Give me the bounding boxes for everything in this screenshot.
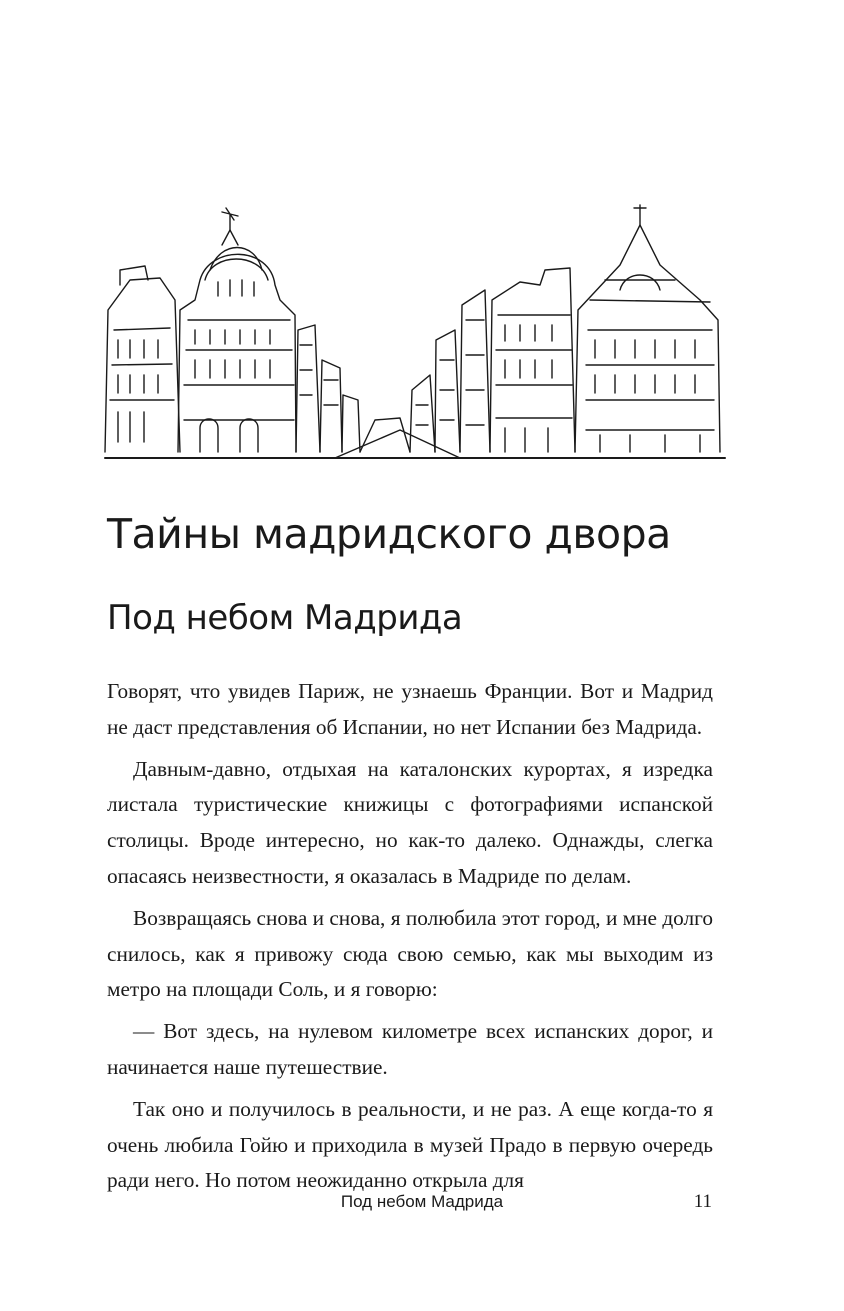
madrid-street-illustration bbox=[100, 190, 730, 470]
page-number: 11 bbox=[693, 1191, 712, 1212]
section-title: Под небом Мадрида bbox=[107, 598, 463, 638]
paragraph: Говорят, что увидев Париж, не узнаешь Франции. Вот и Мадрид не даст представления об Испании, но нет Испании без Мадрида. bbox=[107, 679, 713, 739]
paragraph: Давным-давно, отдыхая на каталонских курортах, я изредка листала туристические книжицы с фотографиями испанской столицы. Вроде интересно, но как-то далеко. Однажды, слегка опасаясь неизвестности, я оказалась в Мадриде по делам. bbox=[107, 756, 713, 888]
chapter-title: Тайны мадридского двора bbox=[107, 510, 671, 558]
body-text bbox=[107, 674, 713, 1199]
running-footer-title: Под небом Мадрида bbox=[340, 1192, 504, 1211]
paragraph: — Вот здесь, на нулевом километре всех испанских дорог, и начинается наше путешествие. bbox=[107, 1019, 713, 1079]
paragraph: Возвращаясь снова и снова, я полюбила этот город, и мне долго снилось, как я привожу сюда свою семью, как мы выходим из метро на площади Соль, и я говорю: bbox=[107, 905, 714, 1002]
paragraph: Так оно и получилось в реальности, и не раз. А еще когда-то я очень любила Гойю и приходила в музей Прадо в первую очередь ради него. Но потом неожиданно открыла для bbox=[107, 1096, 713, 1193]
